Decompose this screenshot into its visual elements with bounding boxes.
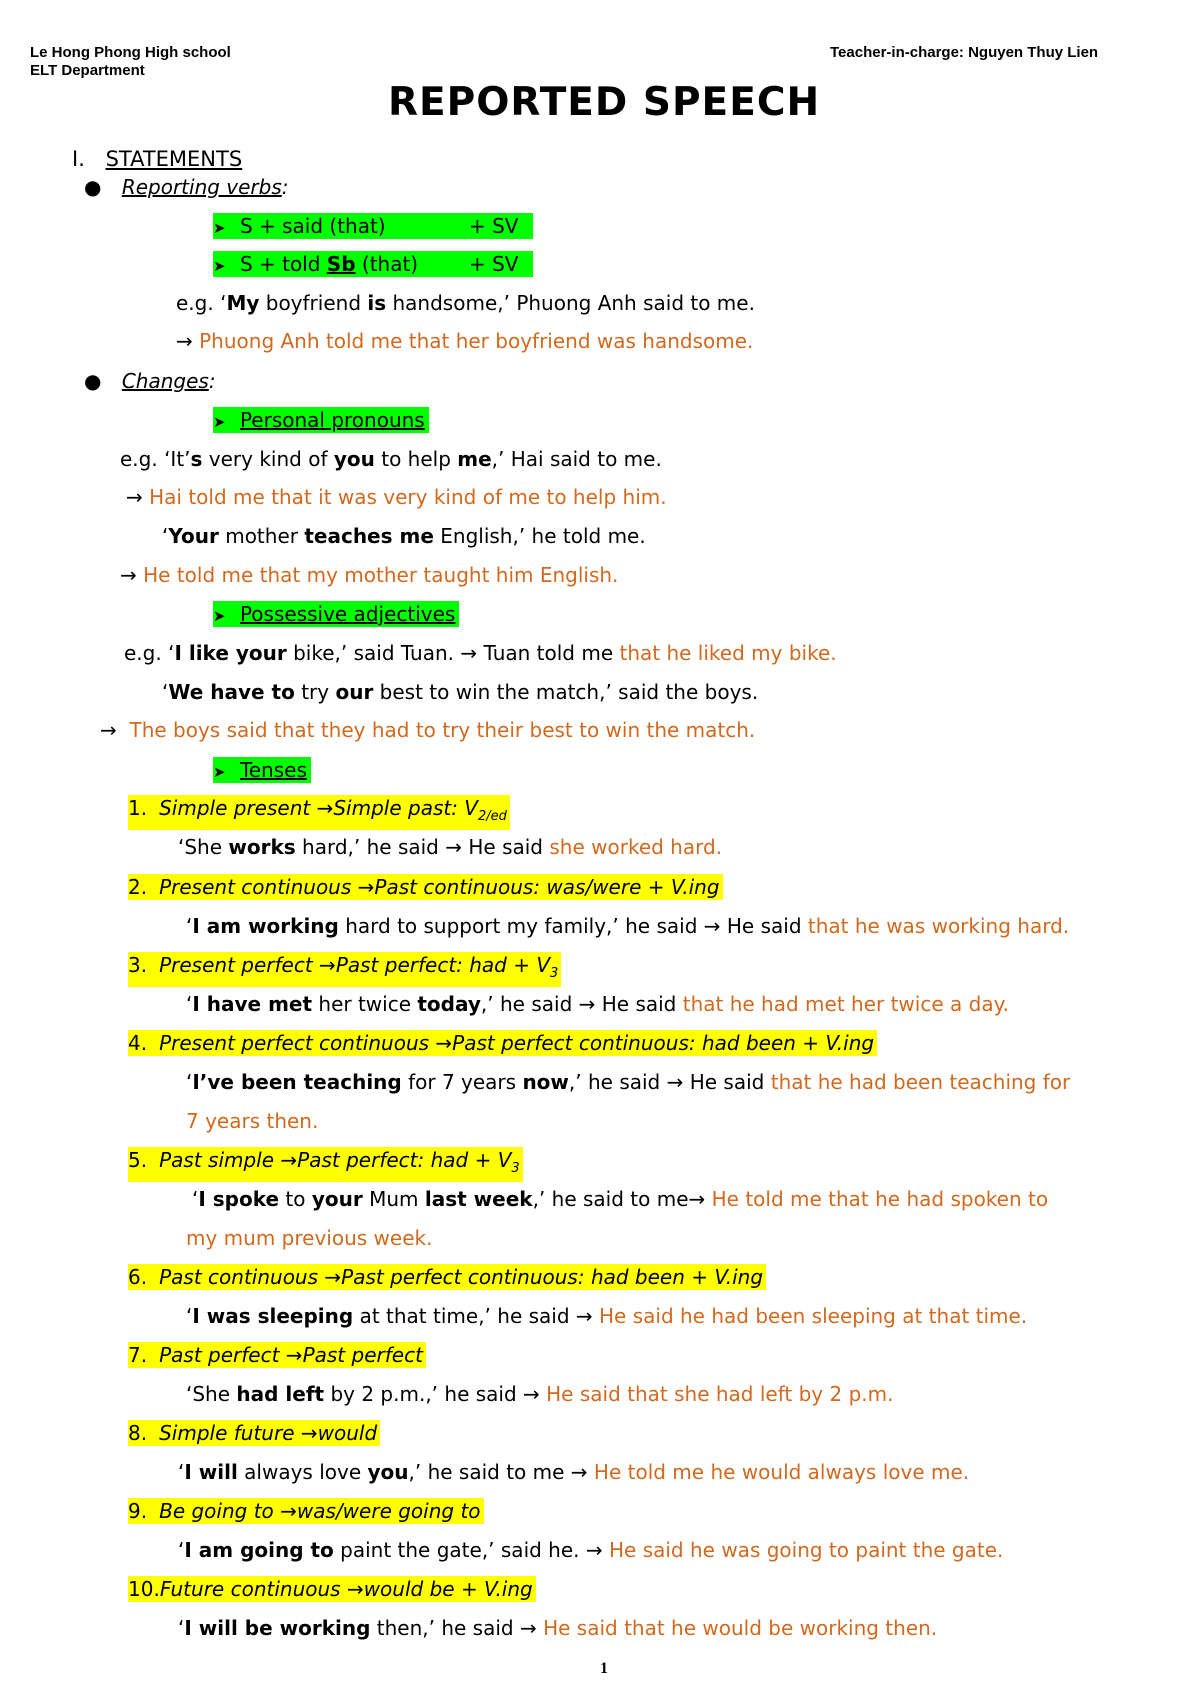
department-name: ELT Department — [30, 62, 145, 79]
tense-example: ‘She works hard,’ he said → He said she worked hard. — [178, 835, 723, 859]
arrow-icon: → — [688, 1187, 706, 1211]
tense-example: ‘I will always love you,’ he said to me → He told me he would always love me. — [178, 1460, 970, 1484]
bullet-icon: ● — [84, 175, 102, 199]
tense-rule: 3. Present perfect →Past perfect: had + $V_3$ — [128, 952, 561, 987]
arrow-icon: → — [445, 835, 463, 859]
section-numeral: I. — [72, 147, 85, 171]
tense-number: 1. — [128, 796, 148, 820]
section-label: STATEMENTS — [105, 147, 243, 171]
example-line: ‘We have to try our best to win the match,’ said the boys. — [162, 680, 759, 704]
reported-answer: He said he was going to paint the gate. — [609, 1538, 1004, 1562]
tense-rule: 10.Future continuous →would be + V.ing — [128, 1576, 536, 1602]
tense-rule: 5. Past simple →Past perfect: had + $V_3$ — [128, 1147, 523, 1182]
example-line: e.g. ‘It’s very kind of you to help me,’ Hai said to me. — [120, 447, 662, 471]
formula-told: ➤ S + told Sb (that) + SV — [213, 251, 533, 277]
reported-answer: that he was working hard. — [807, 914, 1070, 938]
reported-answer: He told me that he had spoken to — [711, 1187, 1049, 1211]
answer-line: → Hai told me that it was very kind of me to help him. — [126, 485, 667, 509]
tense-rule: 1. Simple present →Simple past: $V_{2/ed}$ — [128, 795, 510, 830]
example-line: ‘Your mother teaches me English,’ he told me. — [162, 524, 646, 548]
section-heading — [72, 147, 242, 171]
reported-answer: that he had been teaching for — [770, 1070, 1071, 1094]
page-title: REPORTED SPEECH — [388, 80, 821, 125]
reported-answer: He said that she had left by 2 p.m. — [546, 1382, 894, 1406]
arrow-icon: → — [316, 796, 334, 820]
subheading-personal-pronouns: ➤ Personal pronouns — [213, 407, 429, 433]
arrow-icon: → — [319, 953, 336, 977]
arrow-icon: → — [280, 1499, 297, 1523]
tense-example: ‘I spoke to your Mum last week,’ he said to me→ He told me that he had spoken to — [192, 1187, 1049, 1211]
example-line: e.g. ‘I like your bike,’ said Tuan. → Tuan told me that he liked my bike. — [124, 641, 837, 665]
tense-example: ‘I’ve been teaching for 7 years now,’ he said → He said that he had been teaching for — [186, 1070, 1071, 1094]
answer-line: → Phuong Anh told me that her boyfriend was handsome. — [176, 329, 754, 353]
arrow-icon: → — [280, 1148, 298, 1172]
tense-rule: 4. Present perfect continuous →Past perfect continuous: had been + V.ing — [128, 1030, 877, 1056]
formula-said: ➤ S + said (that) + SV — [213, 213, 533, 239]
reported-answer: that he had met her twice a day. — [682, 992, 1009, 1016]
bullet-icon: ● — [84, 369, 102, 393]
arrowhead-icon: ➤ — [213, 413, 226, 431]
reported-answer: He said that he would be working then. — [543, 1616, 938, 1640]
arrow-icon: → — [357, 875, 375, 899]
tense-number: 3. — [128, 953, 148, 977]
arrow-icon: → — [666, 1070, 684, 1094]
arrow-icon: → — [435, 1031, 453, 1055]
subheading-tenses: ➤ Tenses — [213, 757, 311, 783]
arrow-icon: → — [324, 1265, 342, 1289]
tense-rule: 9. Be going to →was/were going to — [128, 1498, 484, 1524]
tense-number: 8. — [128, 1421, 148, 1445]
tense-example: ‘She had left by 2 p.m.,’ he said → He said that she had left by 2 p.m. — [186, 1382, 894, 1406]
tense-rule: 7. Past perfect →Past perfect — [128, 1342, 426, 1368]
tense-rule: 8. Simple future →would — [128, 1420, 380, 1446]
arrow-icon: → — [460, 641, 478, 665]
tense-rule: 6. Past continuous →Past perfect continuous: had been + V.ing — [128, 1264, 766, 1290]
example-line: e.g. ‘My boyfriend is handsome,’ Phuong Anh said to me. — [176, 291, 755, 315]
tense-example: ‘I was sleeping at that time,’ he said → He said he had been sleeping at that time. — [186, 1304, 1028, 1328]
tense-number: 10. — [128, 1577, 160, 1601]
arrowhead-icon: ➤ — [213, 763, 226, 781]
reported-answer-continued: my mum previous week. — [186, 1226, 433, 1250]
arrow-icon: → — [575, 1304, 593, 1328]
arrowhead-icon: ➤ — [213, 607, 226, 625]
arrow-icon: → — [585, 1538, 603, 1562]
tense-example: ‘I am working hard to support my family,’ he said → He said that he was working hard. — [186, 914, 1070, 938]
tense-number: 5. — [128, 1148, 148, 1172]
arrowhead-icon: ➤ — [213, 257, 226, 275]
answer-line: → The boys said that they had to try their best to win the match. — [100, 718, 756, 742]
reported-answer-continued: 7 years then. — [186, 1109, 319, 1133]
teacher-name: Teacher-in-charge: Nguyen Thuy Lien — [830, 44, 1099, 61]
reported-answer: He said he had been sleeping at that time. — [599, 1304, 1028, 1328]
school-name: Le Hong Phong High school — [30, 44, 231, 61]
reported-answer: He told me he would always love me. — [593, 1460, 970, 1484]
reporting-verbs-heading: ● Reporting verbs: — [84, 175, 289, 199]
arrow-icon: → — [519, 1616, 537, 1640]
arrow-icon: → — [285, 1343, 303, 1367]
arrow-icon: → — [570, 1460, 588, 1484]
tense-number: 7. — [128, 1343, 148, 1367]
changes-heading: ● Changes: — [84, 369, 216, 393]
arrow-icon: → — [100, 718, 117, 742]
arrow-icon: → — [703, 914, 721, 938]
tense-number: 6. — [128, 1265, 148, 1289]
arrow-icon: → — [300, 1421, 318, 1445]
tense-example: ‘I am going to paint the gate,’ said he. → He said he was going to paint the gate. — [178, 1538, 1004, 1562]
page-number: 1 — [600, 1660, 608, 1677]
arrow-icon: → — [120, 563, 137, 587]
subheading-possessive-adjectives: ➤ Possessive adjectives — [213, 601, 459, 627]
tense-number: 9. — [128, 1499, 148, 1523]
tense-example: ‘I will be working then,’ he said → He said that he would be working then. — [178, 1616, 938, 1640]
reporting-verbs-label: Reporting verbs — [121, 175, 282, 199]
arrow-icon: → — [126, 485, 143, 509]
answer-line: → He told me that my mother taught him English. — [120, 563, 619, 587]
arrow-icon: → — [578, 992, 596, 1016]
arrow-icon: → — [346, 1577, 364, 1601]
arrow-icon: → — [176, 329, 193, 353]
reported-answer: she worked hard. — [549, 835, 723, 859]
arrow-icon: → — [523, 1382, 540, 1406]
tense-example: ‘I have met her twice today,’ he said → He said that he had met her twice a day. — [186, 992, 1009, 1016]
tense-number: 2. — [128, 875, 148, 899]
tense-rule: 2. Present continuous →Past continuous: was/were + V.ing — [128, 874, 723, 900]
tense-number: 4. — [128, 1031, 148, 1055]
arrowhead-icon: ➤ — [213, 219, 226, 237]
